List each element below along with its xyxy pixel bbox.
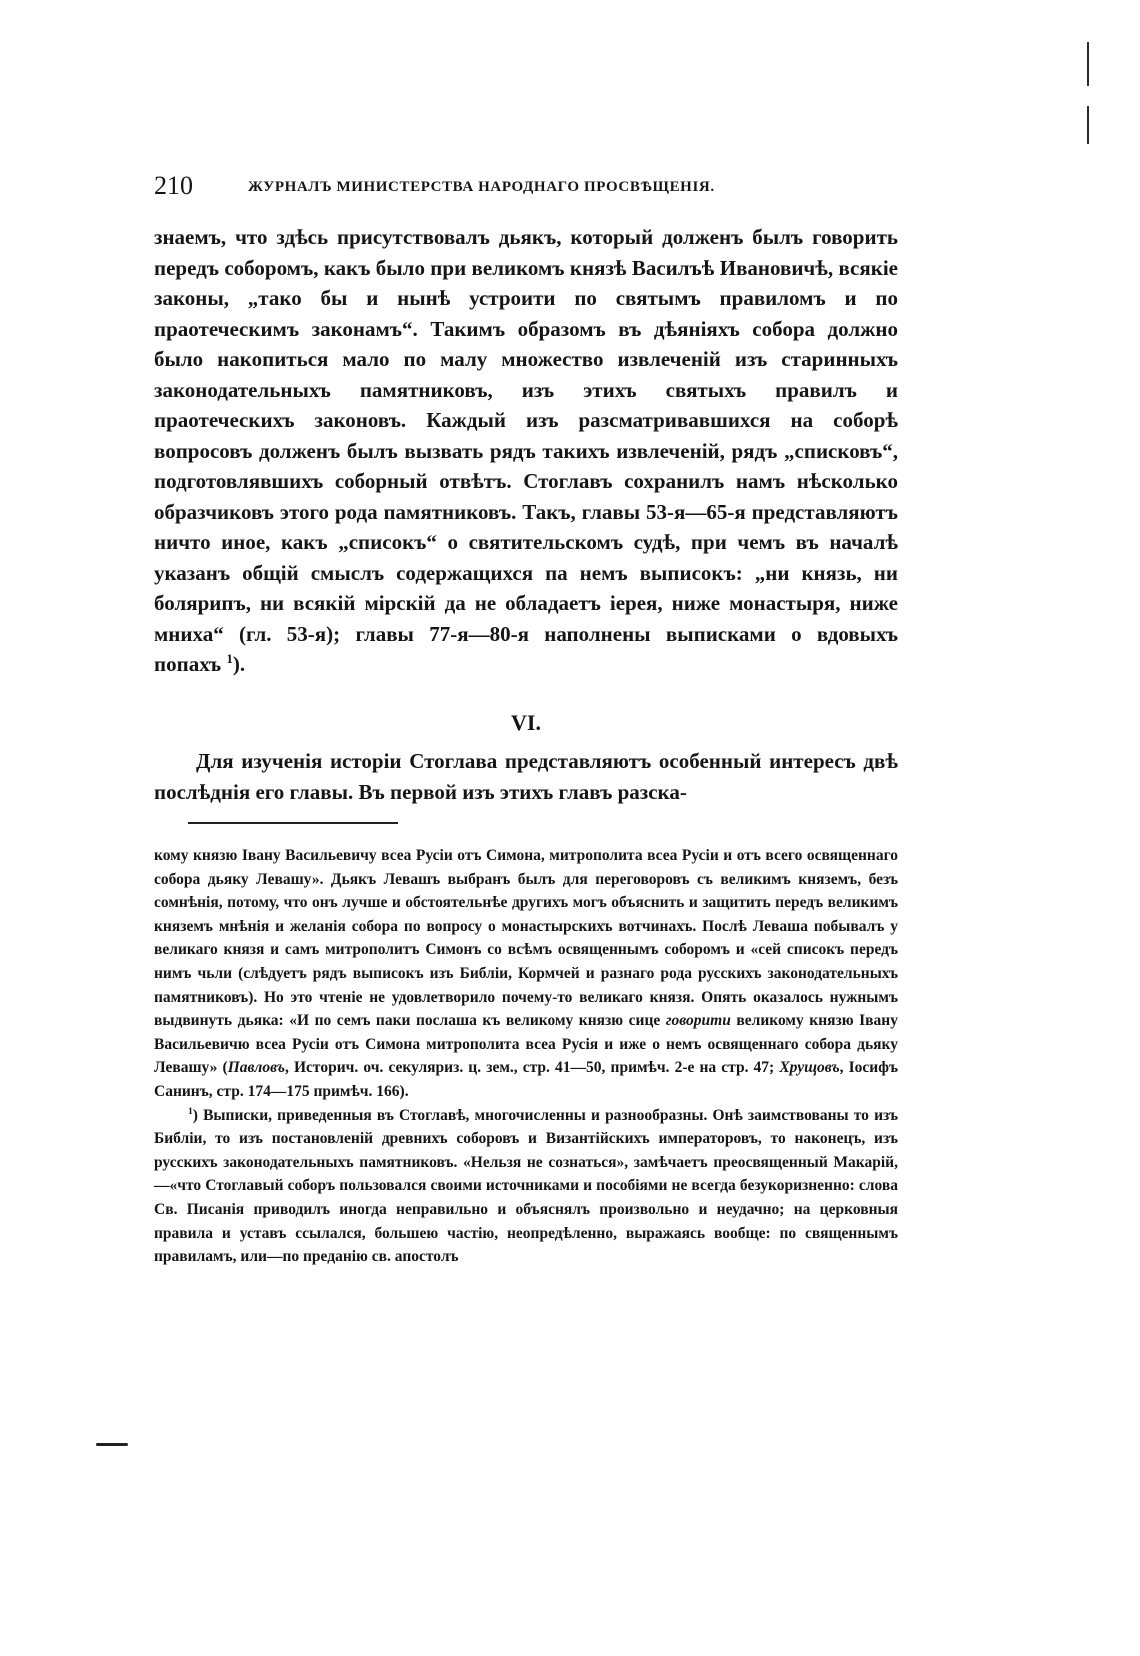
- running-title: ЖУРНАЛЪ МИНИСТЕРСТВА НАРОДНАГО ПРОСВѢЩЕНІЯ.: [248, 179, 715, 195]
- margin-rule-top: [1087, 42, 1089, 86]
- body-paragraph: [154, 222, 898, 680]
- footnote-italic-word: говорити: [665, 1012, 731, 1030]
- footnote-text-2: великому князю Івану Васильевичю всеа Русіи отъ Симона митрополита всеа Русія и иже о немъ освященнаго собора дьяку Левашу» (: [154, 1012, 898, 1077]
- footnote-reference: 1: [226, 651, 233, 666]
- footnote-1-marker: 1: [188, 1105, 193, 1117]
- main-text: [154, 222, 898, 680]
- section-paragraph: Для изученія исторіи Стоглава представляютъ особенный интересъ двѣ послѣднія его главы. Въ первой изъ этихъ главъ разска-: [154, 749, 898, 804]
- footnote-1-text: ) Выписки, приведенныя въ Стоглавѣ, многочисленны и разнообразны. Онѣ заимствованы то изъ Библіи, то изъ постановленій древнихъ соборовъ и Византійскихъ императоровъ, то наконецъ, изъ русскихъ законодательныхъ памятниковъ. «Нельзя не сознаться», замѣчаетъ преосвященный Макарій,—«что Стоглавый соборъ пользовался своими источниками и пособіями не всегда безукоризненно: слова Св. Писанія приводилъ иногда неправильно и объяснялъ произвольно и неудачно; на церковныя правила и уставъ ссылался, большею частію, неопредѣленно, выражаясь вообще: по священнымъ правиламъ, или—по преданію св. апостолъ: [154, 1106, 898, 1266]
- footnote-text-3: , Историч. оч. секуляриз. ц. зем., стр. 41—50, примѣч. 2-е на стр. 47;: [285, 1059, 780, 1077]
- page-header: [154, 168, 894, 208]
- footnote-1: [154, 1104, 898, 1269]
- reference-author-pavlov: Павловъ: [227, 1059, 286, 1077]
- page-number: 210: [154, 171, 193, 200]
- section-text: [154, 746, 898, 807]
- footnote-text-1: кому князю Івану Васильевичу всеа Русіи отъ Симона, митрополита всеа Русіи и отъ всего освященнаго собора дьяку Левашу». Дьякъ Левашъ выбранъ былъ для переговоровъ съ великимъ княземъ, безъ сомнѣнія, потому, что онъ лучше и обстоятельнѣе другихъ могъ объяснить и защитить передъ великимъ княземъ мнѣнія и желанія собора по вопросу о монастырскихъ вотчинахъ. Послѣ Леваша побывалъ у великаго князя и самъ митрополитъ Симонъ со всѣмъ освященнымъ соборомъ и «сей списокъ передъ нимъ чьли (слѣдуетъ рядъ выписокъ изъ Библіи, Кормчей и разнаго рода русскихъ законодательныхъ памятниковъ). Но это чтеніе не удовлетворило почему-то великаго князя. Опять оказалось нужнымъ выдвинуть дьяка: «И по семъ паки послаша къ великому князю сице: [154, 847, 898, 1030]
- section-heading: VI.: [511, 710, 541, 735]
- footnote-continuation: [154, 844, 898, 1104]
- margin-mark: [96, 1443, 128, 1446]
- body-paragraph-end: ).: [232, 652, 246, 676]
- margin-rule-bottom: [1087, 106, 1089, 144]
- reference-author-khrushchov: Хрущовъ: [779, 1059, 840, 1077]
- footnotes: [154, 844, 898, 1269]
- footnote-divider: [188, 822, 398, 824]
- footnote-text-4: , Іосифъ Санинъ, стр. 174—175 примѣч. 166).: [154, 1059, 898, 1100]
- body-paragraph-text: знаемъ, что здѣсь присутствовалъ дьякъ, который долженъ былъ говорить передъ соборомъ, какъ было при великомъ князѣ Василъѣ Ивановичѣ, всякіе законы, „тако бы и нынѣ устроити по святымъ правиломъ и по праотеческимъ законамъ“. Такимъ образомъ въ дѣяніяхъ собора должно было накопиться мало по малу множество извлеченій изъ старинныхъ законодательныхъ памятниковъ, изъ этихъ святыхъ правилъ и праотеческихъ законовъ. Каждый изъ разсматривавшихся на соборѣ вопросовъ долженъ былъ вызвать рядъ такихъ извлеченій, рядъ „списковъ“, подготовлявшихъ соборный отвѣтъ. Стоглавъ сохранилъ намъ нѣсколько образчиковъ этого рода памятниковъ. Такъ, главы 53-я—65-я представляютъ ничто иное, какъ „списокъ“ о святительскомъ судѣ, при чемъ въ началѣ указанъ общій смыслъ содержащихся па немъ выписокъ: „ни князь, ни болярипъ, ни всякій мірскій да не обладаетъ іерея, ниже монастыря, ниже мниха“ (гл. 53-я); главы 77-я—80-я наполнены выписками о вдовыхъ попахъ: [154, 225, 898, 676]
